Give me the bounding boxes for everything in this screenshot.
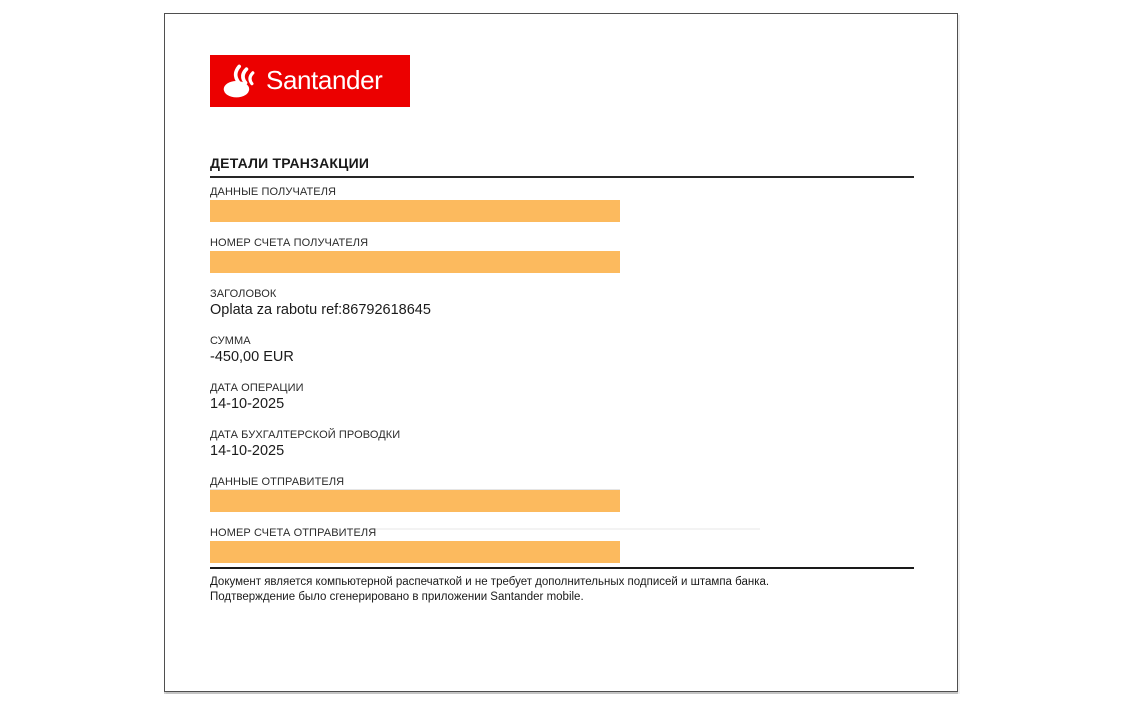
redaction-bar — [210, 541, 620, 563]
transaction-field — [210, 288, 914, 319]
field-value: 14-10-2025 — [210, 396, 285, 412]
redaction-bar — [210, 200, 620, 222]
document-title: ДЕТАЛИ ТРАНЗАКЦИИ — [210, 155, 914, 178]
field-label: ДАТА ОПЕРАЦИИ — [210, 382, 304, 394]
santander-logo — [210, 55, 410, 107]
bottom-divider — [210, 567, 914, 569]
field-label: НОМЕР СЧЕТА ПОЛУЧАТЕЛЯ — [210, 237, 369, 249]
footer-note — [210, 575, 914, 605]
transaction-field — [210, 237, 914, 273]
redaction-bar — [210, 490, 620, 512]
field-value: 14-10-2025 — [210, 443, 285, 459]
field-label: НОМЕР СЧЕТА ОТПРАВИТЕЛЯ — [210, 527, 377, 539]
transaction-fields — [210, 186, 914, 563]
field-value: -450,00 EUR — [210, 349, 294, 365]
redaction-bar — [210, 251, 620, 273]
transaction-field — [210, 186, 914, 222]
transaction-field — [210, 335, 914, 366]
field-label: СУММА — [210, 335, 251, 347]
santander-flame-icon — [221, 63, 261, 99]
field-label: ЗАГОЛОВОК — [210, 288, 277, 300]
document-page — [164, 13, 958, 692]
field-value: Oplata za rabotu ref:86792618645 — [210, 302, 431, 318]
field-label: ДАТА БУХГАЛТЕРСКОЙ ПРОВОДКИ — [210, 429, 401, 441]
field-label: ДАННЫЕ ОТПРАВИТЕЛЯ — [210, 476, 345, 488]
santander-logo-text: Santander — [266, 64, 383, 95]
transaction-field — [210, 527, 914, 563]
field-label: ДАННЫЕ ПОЛУЧАТЕЛЯ — [210, 186, 337, 198]
footer-line-1: Документ является компьютерной распечаткой и не требует дополнительных подписей и штампа банка. — [210, 576, 770, 588]
transaction-field — [210, 429, 914, 460]
transaction-field — [210, 476, 914, 512]
footer-line-2: Подтверждение было сгенерировано в приложении Santander mobile. — [210, 591, 584, 603]
transaction-field — [210, 382, 914, 413]
